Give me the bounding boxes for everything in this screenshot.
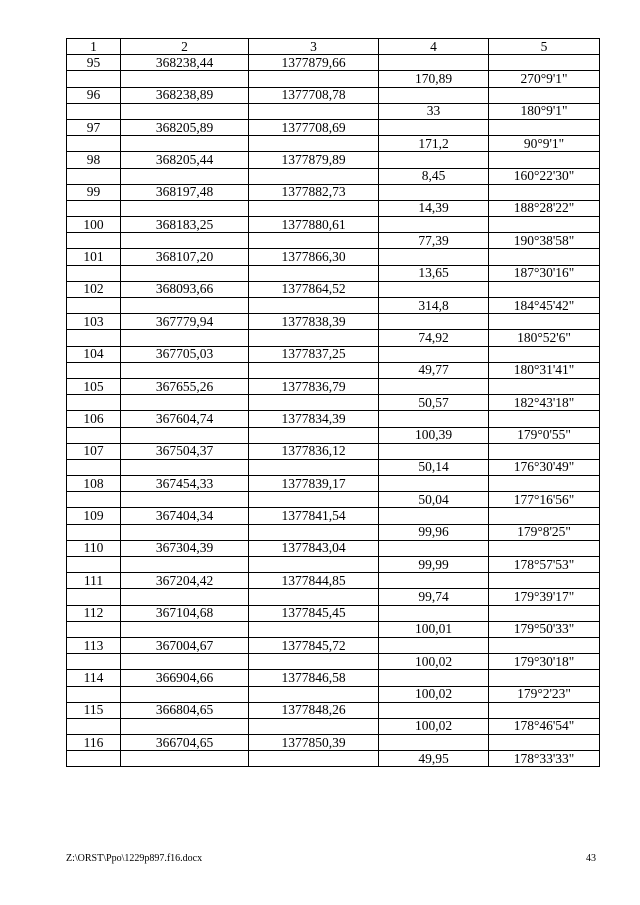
point-cell: 104: [67, 346, 121, 362]
point-cell: 110: [67, 540, 121, 556]
angle-cell: 176°30'49": [489, 459, 600, 475]
y-coordinate-cell: 1377843,04: [249, 540, 379, 556]
angle-cell-empty: [489, 411, 600, 427]
y-coordinate-cell-empty: [249, 589, 379, 605]
distance-cell: 99,99: [379, 557, 489, 573]
distance-cell-empty: [379, 87, 489, 103]
angle-cell-empty: [489, 378, 600, 394]
distance-cell-empty: [379, 605, 489, 621]
x-coordinate-cell-empty: [121, 330, 249, 346]
distance-cell-empty: [379, 540, 489, 556]
point-cell-empty: [67, 298, 121, 314]
angle-cell-empty: [489, 55, 600, 71]
point-cell-empty: [67, 459, 121, 475]
coordinates-table: [66, 38, 600, 767]
distance-cell: 8,45: [379, 168, 489, 184]
distance-cell-empty: [379, 314, 489, 330]
table-row: [67, 686, 600, 702]
table-row: [67, 573, 600, 589]
point-cell: 108: [67, 476, 121, 492]
y-coordinate-cell-empty: [249, 524, 379, 540]
angle-cell-empty: [489, 573, 600, 589]
distance-cell-empty: [379, 346, 489, 362]
angle-cell-empty: [489, 443, 600, 459]
table-row: [67, 557, 600, 573]
distance-cell-empty: [379, 670, 489, 686]
header-cell: 4: [379, 39, 489, 55]
y-coordinate-cell: 1377708,78: [249, 87, 379, 103]
point-cell: 101: [67, 249, 121, 265]
table-row: [67, 751, 600, 767]
x-coordinate-cell: 366804,65: [121, 702, 249, 718]
x-coordinate-cell-empty: [121, 71, 249, 87]
distance-cell-empty: [379, 637, 489, 653]
y-coordinate-cell: 1377848,26: [249, 702, 379, 718]
y-coordinate-cell: 1377834,39: [249, 411, 379, 427]
x-coordinate-cell-empty: [121, 298, 249, 314]
table-row: [67, 265, 600, 281]
point-cell: 114: [67, 670, 121, 686]
table-row: [67, 589, 600, 605]
y-coordinate-cell-empty: [249, 686, 379, 702]
x-coordinate-cell-empty: [121, 103, 249, 119]
distance-cell: 100,02: [379, 654, 489, 670]
table-row: [67, 735, 600, 751]
point-cell: 111: [67, 573, 121, 589]
y-coordinate-cell: 1377879,66: [249, 55, 379, 71]
y-coordinate-cell: 1377838,39: [249, 314, 379, 330]
point-cell: 109: [67, 508, 121, 524]
angle-cell: 178°46'54": [489, 718, 600, 734]
point-cell-empty: [67, 168, 121, 184]
table-row: [67, 136, 600, 152]
distance-cell: 100,02: [379, 718, 489, 734]
distance-cell: 50,14: [379, 459, 489, 475]
table-row: [67, 168, 600, 184]
table-row: [67, 654, 600, 670]
point-cell: 112: [67, 605, 121, 621]
x-coordinate-cell: 367779,94: [121, 314, 249, 330]
distance-cell: 33: [379, 103, 489, 119]
distance-cell: 99,96: [379, 524, 489, 540]
point-cell: 106: [67, 411, 121, 427]
angle-cell-empty: [489, 670, 600, 686]
distance-cell: 100,39: [379, 427, 489, 443]
table-row: [67, 443, 600, 459]
y-coordinate-cell-empty: [249, 233, 379, 249]
table-row: [67, 476, 600, 492]
table-row: [67, 71, 600, 87]
point-cell-empty: [67, 71, 121, 87]
y-coordinate-cell-empty: [249, 492, 379, 508]
y-coordinate-cell: 1377846,58: [249, 670, 379, 686]
table-row: [67, 718, 600, 734]
angle-cell-empty: [489, 217, 600, 233]
point-cell-empty: [67, 686, 121, 702]
distance-cell-empty: [379, 443, 489, 459]
distance-cell: 314,8: [379, 298, 489, 314]
point-cell: 97: [67, 119, 121, 135]
point-cell-empty: [67, 557, 121, 573]
x-coordinate-cell: 368197,48: [121, 184, 249, 200]
angle-cell: 179°30'18": [489, 654, 600, 670]
x-coordinate-cell: 368107,20: [121, 249, 249, 265]
y-coordinate-cell-empty: [249, 718, 379, 734]
point-cell: 113: [67, 637, 121, 653]
x-coordinate-cell: 367454,33: [121, 476, 249, 492]
angle-cell-empty: [489, 281, 600, 297]
x-coordinate-cell: 368205,89: [121, 119, 249, 135]
y-coordinate-cell: 1377882,73: [249, 184, 379, 200]
x-coordinate-cell: 367204,42: [121, 573, 249, 589]
angle-cell-empty: [489, 508, 600, 524]
point-cell: 116: [67, 735, 121, 751]
table-row: [67, 55, 600, 71]
x-coordinate-cell-empty: [121, 686, 249, 702]
table-row: [67, 427, 600, 443]
y-coordinate-cell-empty: [249, 168, 379, 184]
table-header-row: [67, 39, 600, 55]
angle-cell: 184°45'42": [489, 298, 600, 314]
point-cell-empty: [67, 330, 121, 346]
distance-cell-empty: [379, 249, 489, 265]
x-coordinate-cell: 368238,89: [121, 87, 249, 103]
distance-cell-empty: [379, 152, 489, 168]
table-row: [67, 233, 600, 249]
angle-cell-empty: [489, 87, 600, 103]
x-coordinate-cell-empty: [121, 524, 249, 540]
distance-cell-empty: [379, 476, 489, 492]
table-row: [67, 184, 600, 200]
distance-cell: 170,89: [379, 71, 489, 87]
y-coordinate-cell-empty: [249, 751, 379, 767]
angle-cell: 178°33'33": [489, 751, 600, 767]
y-coordinate-cell-empty: [249, 654, 379, 670]
x-coordinate-cell: 366904,66: [121, 670, 249, 686]
point-cell: 99: [67, 184, 121, 200]
point-cell: 107: [67, 443, 121, 459]
y-coordinate-cell: 1377864,52: [249, 281, 379, 297]
table-row: [67, 605, 600, 621]
y-coordinate-cell: 1377841,54: [249, 508, 379, 524]
x-coordinate-cell: 368238,44: [121, 55, 249, 71]
table-row: [67, 670, 600, 686]
point-cell: 115: [67, 702, 121, 718]
y-coordinate-cell-empty: [249, 298, 379, 314]
angle-cell: 188°28'22": [489, 200, 600, 216]
table-row: [67, 330, 600, 346]
x-coordinate-cell-empty: [121, 265, 249, 281]
x-coordinate-cell: 367504,37: [121, 443, 249, 459]
distance-cell-empty: [379, 217, 489, 233]
y-coordinate-cell-empty: [249, 395, 379, 411]
y-coordinate-cell-empty: [249, 621, 379, 637]
point-cell-empty: [67, 751, 121, 767]
table-row: [67, 637, 600, 653]
angle-cell: 179°39'17": [489, 589, 600, 605]
header-cell: 2: [121, 39, 249, 55]
angle-cell-empty: [489, 540, 600, 556]
table-row: [67, 378, 600, 394]
x-coordinate-cell: 367304,39: [121, 540, 249, 556]
angle-cell-empty: [489, 702, 600, 718]
point-cell-empty: [67, 589, 121, 605]
x-coordinate-cell-empty: [121, 751, 249, 767]
angle-cell: 179°0'55": [489, 427, 600, 443]
y-coordinate-cell-empty: [249, 136, 379, 152]
angle-cell: 180°52'6": [489, 330, 600, 346]
x-coordinate-cell: 367404,34: [121, 508, 249, 524]
angle-cell-empty: [489, 314, 600, 330]
angle-cell-empty: [489, 346, 600, 362]
point-cell: 102: [67, 281, 121, 297]
point-cell: 103: [67, 314, 121, 330]
y-coordinate-cell: 1377839,17: [249, 476, 379, 492]
y-coordinate-cell-empty: [249, 459, 379, 475]
table-row: [67, 103, 600, 119]
angle-cell: 177°16'56": [489, 492, 600, 508]
point-cell-empty: [67, 103, 121, 119]
distance-cell-empty: [379, 55, 489, 71]
distance-cell-empty: [379, 508, 489, 524]
angle-cell: 270°9'1": [489, 71, 600, 87]
table-row: [67, 346, 600, 362]
y-coordinate-cell: 1377845,72: [249, 637, 379, 653]
point-cell: 96: [67, 87, 121, 103]
angle-cell: 180°31'41": [489, 362, 600, 378]
y-coordinate-cell-empty: [249, 200, 379, 216]
table-row: [67, 411, 600, 427]
distance-cell-empty: [379, 184, 489, 200]
header-cell: 5: [489, 39, 600, 55]
y-coordinate-cell-empty: [249, 71, 379, 87]
point-cell-empty: [67, 233, 121, 249]
x-coordinate-cell: 368093,66: [121, 281, 249, 297]
angle-cell-empty: [489, 476, 600, 492]
table-row: [67, 524, 600, 540]
table-row: [67, 314, 600, 330]
point-cell-empty: [67, 492, 121, 508]
footer-file-path: Z:\ORST\Ppo\1229p897.f16.docx: [66, 853, 203, 864]
table-row: [67, 298, 600, 314]
distance-cell: 14,39: [379, 200, 489, 216]
distance-cell: 49,95: [379, 751, 489, 767]
distance-cell-empty: [379, 735, 489, 751]
table-row: [67, 508, 600, 524]
distance-cell: 77,39: [379, 233, 489, 249]
distance-cell-empty: [379, 702, 489, 718]
angle-cell: 180°9'1": [489, 103, 600, 119]
x-coordinate-cell-empty: [121, 168, 249, 184]
point-cell: 100: [67, 217, 121, 233]
table-row: [67, 152, 600, 168]
point-cell-empty: [67, 654, 121, 670]
x-coordinate-cell-empty: [121, 459, 249, 475]
y-coordinate-cell-empty: [249, 427, 379, 443]
x-coordinate-cell: 368183,25: [121, 217, 249, 233]
distance-cell: 100,02: [379, 686, 489, 702]
coordinates-table-body: [67, 39, 600, 767]
x-coordinate-cell: 367004,67: [121, 637, 249, 653]
y-coordinate-cell-empty: [249, 557, 379, 573]
x-coordinate-cell-empty: [121, 492, 249, 508]
y-coordinate-cell-empty: [249, 362, 379, 378]
y-coordinate-cell: 1377845,45: [249, 605, 379, 621]
point-cell: 95: [67, 55, 121, 71]
distance-cell-empty: [379, 119, 489, 135]
table-row: [67, 217, 600, 233]
y-coordinate-cell: 1377708,69: [249, 119, 379, 135]
table-row: [67, 200, 600, 216]
angle-cell-empty: [489, 735, 600, 751]
y-coordinate-cell-empty: [249, 330, 379, 346]
x-coordinate-cell: 367604,74: [121, 411, 249, 427]
distance-cell: 49,77: [379, 362, 489, 378]
point-cell: 98: [67, 152, 121, 168]
table-row: [67, 459, 600, 475]
footer-page-number: 43: [586, 853, 596, 864]
distance-cell: 99,74: [379, 589, 489, 605]
point-cell-empty: [67, 718, 121, 734]
angle-cell: 179°2'23": [489, 686, 600, 702]
x-coordinate-cell: 367705,03: [121, 346, 249, 362]
y-coordinate-cell: 1377836,12: [249, 443, 379, 459]
angle-cell: 178°57'53": [489, 557, 600, 573]
table-row: [67, 87, 600, 103]
x-coordinate-cell-empty: [121, 233, 249, 249]
point-cell-empty: [67, 265, 121, 281]
table-row: [67, 621, 600, 637]
distance-cell-empty: [379, 411, 489, 427]
distance-cell: 171,2: [379, 136, 489, 152]
angle-cell: 90°9'1": [489, 136, 600, 152]
angle-cell-empty: [489, 249, 600, 265]
x-coordinate-cell: 366704,65: [121, 735, 249, 751]
distance-cell-empty: [379, 281, 489, 297]
x-coordinate-cell: 367104,68: [121, 605, 249, 621]
x-coordinate-cell-empty: [121, 427, 249, 443]
distance-cell: 74,92: [379, 330, 489, 346]
angle-cell: 190°38'58": [489, 233, 600, 249]
point-cell-empty: [67, 136, 121, 152]
header-cell: 1: [67, 39, 121, 55]
table-row: [67, 119, 600, 135]
table-row: [67, 362, 600, 378]
angle-cell: 160°22'30": [489, 168, 600, 184]
point-cell-empty: [67, 621, 121, 637]
angle-cell: 179°50'33": [489, 621, 600, 637]
x-coordinate-cell-empty: [121, 362, 249, 378]
angle-cell: 179°8'25": [489, 524, 600, 540]
distance-cell: 100,01: [379, 621, 489, 637]
y-coordinate-cell: 1377836,79: [249, 378, 379, 394]
distance-cell: 50,04: [379, 492, 489, 508]
table-row: [67, 249, 600, 265]
distance-cell: 13,65: [379, 265, 489, 281]
angle-cell-empty: [489, 605, 600, 621]
table-row: [67, 492, 600, 508]
x-coordinate-cell: 367655,26: [121, 378, 249, 394]
x-coordinate-cell-empty: [121, 654, 249, 670]
y-coordinate-cell: 1377837,25: [249, 346, 379, 362]
distance-cell: 50,57: [379, 395, 489, 411]
x-coordinate-cell-empty: [121, 589, 249, 605]
point-cell: 105: [67, 378, 121, 394]
x-coordinate-cell-empty: [121, 557, 249, 573]
y-coordinate-cell: 1377880,61: [249, 217, 379, 233]
y-coordinate-cell: 1377850,39: [249, 735, 379, 751]
x-coordinate-cell: 368205,44: [121, 152, 249, 168]
angle-cell-empty: [489, 119, 600, 135]
y-coordinate-cell: 1377879,89: [249, 152, 379, 168]
x-coordinate-cell-empty: [121, 718, 249, 734]
header-cell: 3: [249, 39, 379, 55]
distance-cell-empty: [379, 378, 489, 394]
table-row: [67, 540, 600, 556]
table-row: [67, 281, 600, 297]
x-coordinate-cell-empty: [121, 200, 249, 216]
point-cell-empty: [67, 362, 121, 378]
y-coordinate-cell-empty: [249, 265, 379, 281]
x-coordinate-cell-empty: [121, 621, 249, 637]
y-coordinate-cell: 1377844,85: [249, 573, 379, 589]
table-row: [67, 395, 600, 411]
y-coordinate-cell-empty: [249, 103, 379, 119]
x-coordinate-cell-empty: [121, 395, 249, 411]
distance-cell-empty: [379, 573, 489, 589]
angle-cell: 182°43'18": [489, 395, 600, 411]
table-row: [67, 702, 600, 718]
point-cell-empty: [67, 395, 121, 411]
angle-cell: 187°30'16": [489, 265, 600, 281]
angle-cell-empty: [489, 637, 600, 653]
point-cell-empty: [67, 524, 121, 540]
angle-cell-empty: [489, 152, 600, 168]
angle-cell-empty: [489, 184, 600, 200]
point-cell-empty: [67, 427, 121, 443]
y-coordinate-cell: 1377866,30: [249, 249, 379, 265]
point-cell-empty: [67, 200, 121, 216]
x-coordinate-cell-empty: [121, 136, 249, 152]
